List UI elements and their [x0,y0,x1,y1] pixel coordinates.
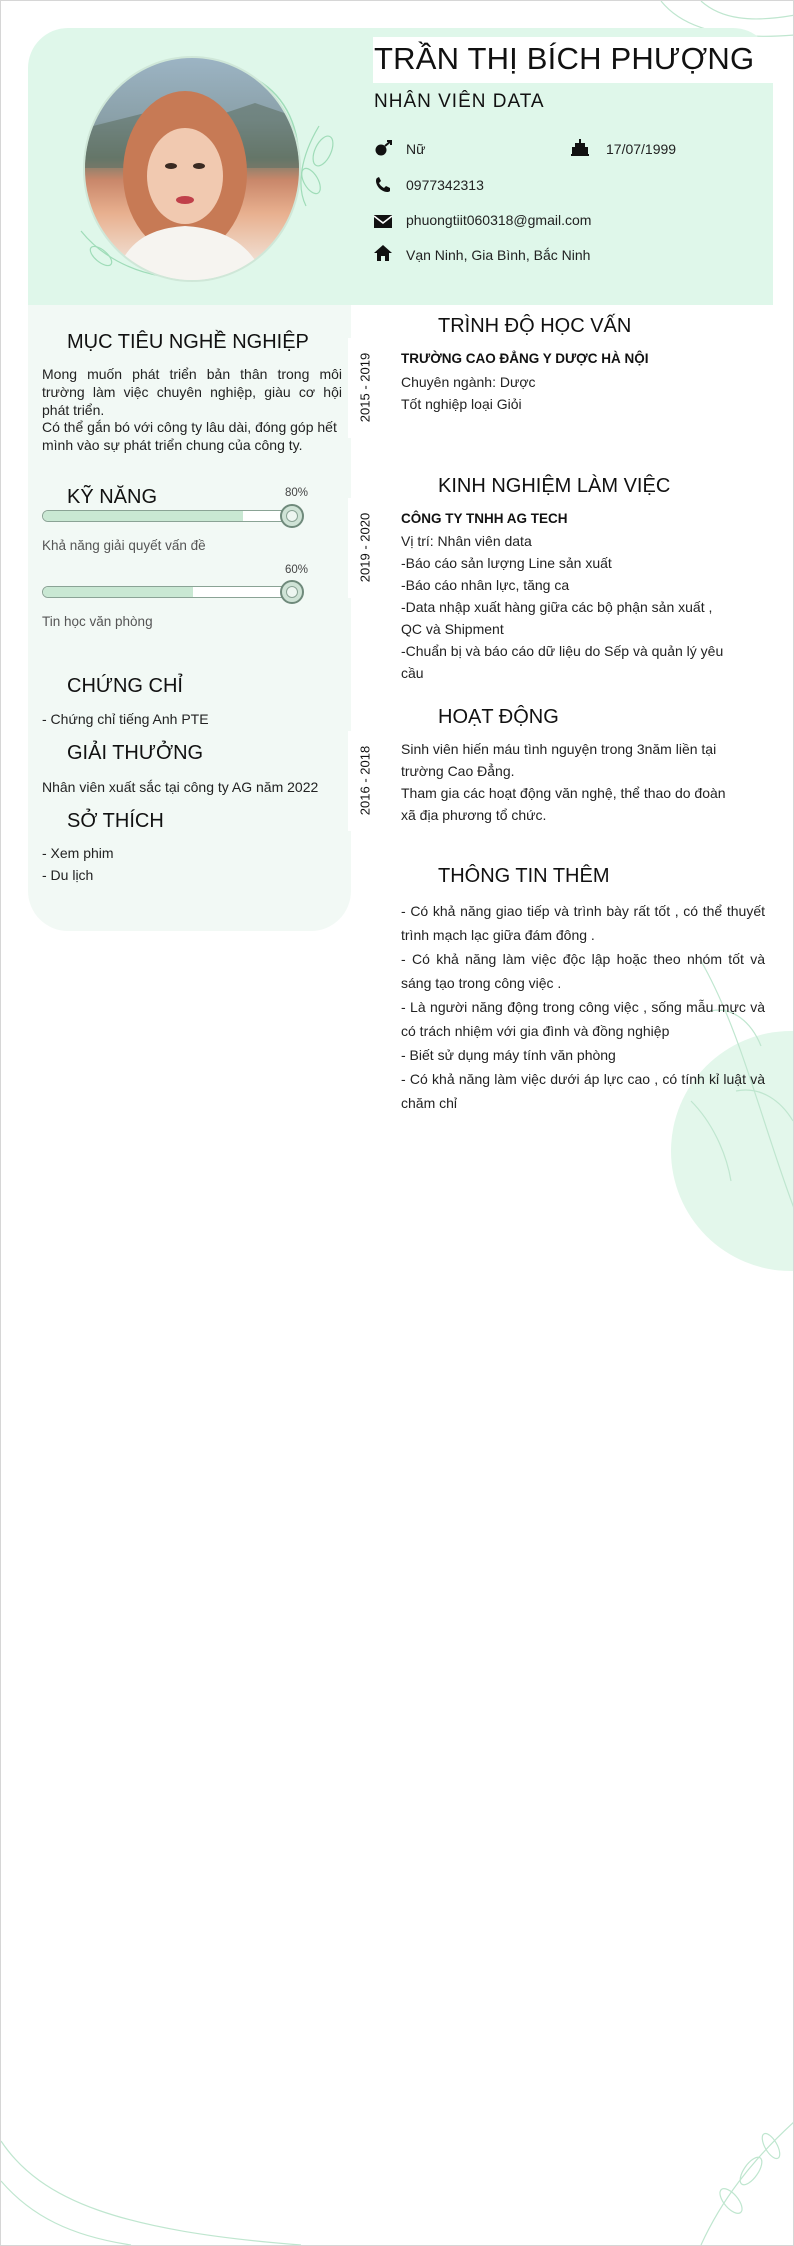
company-name: CÔNG TY TNHH AG TECH [401,511,568,526]
gender-value: Nữ [406,141,426,157]
full-name: TRẦN THỊ BÍCH PHƯỢNG [374,41,755,76]
experience-list [401,530,726,684]
skill-1-percent: 80% [285,487,309,499]
hobbies-title: SỞ THÍCH [67,810,164,832]
education-title: TRÌNH ĐỘ HỌC VẤN [438,315,632,337]
more-info-line: - Là người năng động trong công việc , sống mẫu mực và có trách nhiệm với gia đình và đồng nghiệp [401,999,765,1039]
skill-1-knob [280,504,304,528]
experience-line: -Báo cáo nhân lực, tăng ca [401,577,570,593]
education-major: Chuyên ngành: Dược [401,374,536,390]
hobby-item: - Du lịch [42,867,94,883]
more-info-line: - Biết sử dụng máy tính văn phòng [401,1047,616,1063]
leaf-decoration-bottom-right-icon [691,2111,794,2245]
timeline-tab-activities [348,731,381,831]
experience-line: -Data nhập xuất hàng giữa các bộ phận sản xuất , QC và Shipment [401,599,713,637]
awards-title: GIẢI THƯỞNG [67,742,204,764]
email-icon [373,212,393,230]
experience-title: KINH NGHIỆM LÀM VIỆC [438,475,671,497]
timeline-tab-experience [348,498,381,598]
education-years: 2015 - 2019 [357,352,373,423]
job-title: NHÂN VIÊN DATA [374,91,545,112]
leaf-decoration-bottom-left-icon [1,2121,321,2245]
objective-title: MỤC TIÊU NGHỀ NGHIỆP [67,331,309,353]
more-info-title: THÔNG TIN THÊM [438,865,610,887]
skill-2-percent: 60% [285,564,309,576]
skill-1-fill [43,511,243,521]
experience-years: 2019 - 2020 [357,512,373,583]
award-item: Nhân viên xuất sắc tại công ty AG năm 2022 [42,779,319,795]
phone-icon [373,176,393,194]
home-icon [373,244,393,262]
activities-years: 2016 - 2018 [357,745,373,816]
education-grade: Tốt nghiệp loại Giỏi [401,396,522,412]
activities-text-2: Tham gia các hoạt động văn nghệ, thể thao do đoàn xã địa phương tổ chức. [401,785,726,823]
gender-icon [373,140,393,158]
skill-1-bar [42,510,294,522]
activities-title: HOẠT ĐỘNG [438,706,559,728]
experience-line: -Chuẩn bị và báo cáo dữ liệu do Sếp và quản lý yêu cầu [401,643,724,681]
more-info-line: - Có khả năng làm việc độc lập hoặc theo nhóm tốt và sáng tạo trong công việc . [401,951,765,991]
phone-value: 0977342313 [406,177,484,193]
experience-line: Vị trí: Nhân viên data [401,533,532,549]
skill-2-knob [280,580,304,604]
skills-title: KỸ NĂNG [67,486,158,508]
skill-2-fill [43,587,193,597]
objective-text-1: Mong muốn phát triển bản thân trong môi trường làm việc chuyên nghiệp, giàu cơ hội phát triển. [42,366,342,418]
email-value: phuongtiit060318@gmail.com [406,212,592,228]
more-info-line: - Có khả năng giao tiếp và trình bày rất tốt , có thể thuyết trình mạch lạc giữa đám đông . [401,903,765,943]
objective-text-2: Có thể gắn bó với công ty lâu dài, đóng góp hết mình vào sự phát triển chung của công ty. [42,419,337,453]
profile-photo [85,58,299,280]
hobby-item: - Xem phim [42,845,114,861]
timeline-tab-education [348,338,381,438]
school-name: TRƯỜNG CAO ĐẲNG Y DƯỢC HÀ NỘI [401,351,649,366]
address-value: Vạn Ninh, Gia Bình, Bắc Ninh [406,247,591,263]
activities-text-1: Sinh viên hiến máu tình nguyện trong 3năm liền tại trường Cao Đẳng. [401,741,717,779]
more-info-list [401,899,765,1115]
experience-line: -Báo cáo sản lượng Line sản xuất [401,555,612,571]
birthday-icon [570,138,590,156]
certificate-item: - Chứng chỉ tiếng Anh PTE [42,711,209,727]
skill-1-label: Khả năng giải quyết vấn đề [42,538,206,553]
more-info-line: - Có khả năng làm việc dưới áp lực cao , có tính kỉ luật và chăm chỉ [401,1071,765,1111]
certificates-title: CHỨNG CHỈ [67,675,183,697]
birthdate-value: 17/07/1999 [606,141,677,157]
skill-2-label: Tin học văn phòng [42,614,153,629]
skill-2-bar [42,586,294,598]
